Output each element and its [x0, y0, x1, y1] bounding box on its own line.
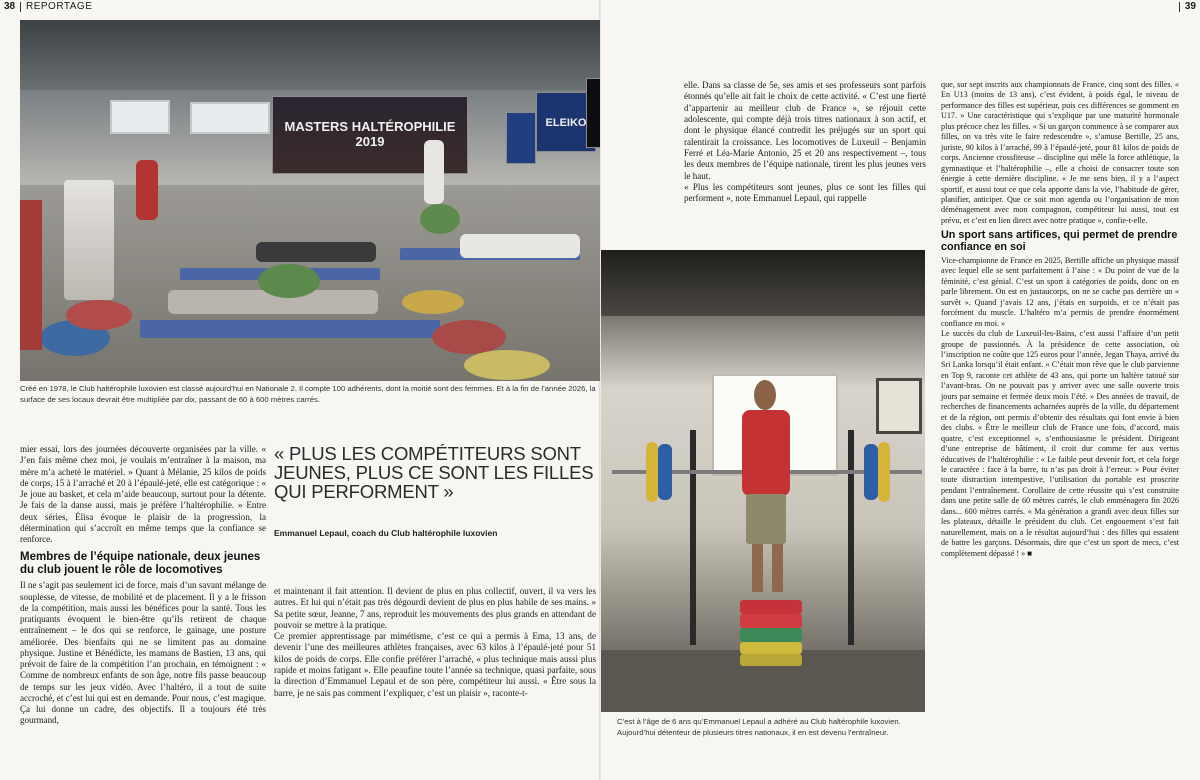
bumper-plate	[646, 442, 658, 502]
subheading: Membres de l’équipe nationale, deux jeunes du club jouent le rôle de locomotives	[20, 551, 261, 576]
ceiling	[20, 20, 600, 90]
article-column-2	[274, 586, 596, 699]
paragraph: elle. Dans sa classe de 5e, ses amis et ses professeurs sont parfois étonnés qu’elle ait fait le choix de cette activité. « C’est une fierté d’appartenir au meilleur club de France », se réjouit cette adolescente, qui compte déjà trois titres nationaux à son actif, et dont le physique élancé contredit les préjugés sur un sport qui ralentirait la croissance. Les locomotives de Luxeuil – Benjamin Ferré et Léa-Marie Antonio, 25 et 20 ans respectivement –, tous les deux membres de l’équipe nationale, tirent les plus jeunes vers le haut.	[684, 80, 926, 181]
rack-post	[848, 430, 854, 645]
exercise-mat	[140, 320, 440, 338]
plate-rack	[64, 180, 114, 300]
window	[190, 102, 270, 134]
coach-leg	[752, 544, 763, 592]
athlete-standing	[424, 140, 444, 204]
article-column-4	[941, 80, 1179, 559]
blue-banner	[506, 112, 536, 164]
masters-banner: MASTERS HALTÉROPHILIE 2019	[272, 96, 468, 174]
paragraph: mier essai, lors des journées découverte organisées par la ville. « J’en fais même chez moi, je voulais m’entraîner à la maison, ma mère m’a acheté le matériel. » Quant à Mélanie, 25 kilos de poids de corps, 15 à l’arraché et 20 à l’épaulé-jeté, elle est catégorique : « Je joue au basket, et cela m’aide beaucoup, surtout pour la détente. Je fais de la danse aussi, mais je préfère l’haltérophilie. » Entre deux séries, Élisa évoque le plaisir de la progression, la détermination qui s’accroît en même temps que la confiance se renforce.	[20, 444, 266, 544]
weight-plate	[258, 264, 320, 298]
bumper-plate	[878, 442, 890, 502]
article-column-3	[684, 80, 926, 205]
window	[110, 100, 170, 134]
coach-shirt	[742, 410, 790, 496]
plate-stack	[740, 614, 802, 628]
paragraph: que, sur sept inscrits aux championnats de France, cinq sont des filles. « En U13 (moins de 13 ans), c’est évident, à poids égal, le niveau de performance des filles est supérieur, puis ces différences se gomment en U17. » Une caractéristique qui s’explique par une maturité hormonale plus précoce chez les filles. « Si un garçon commence à se comparer aux filles, on va très vite le faire redescendre », s’amuse Bertille, 25 ans, juriste, 90 kilos à l’arraché, 99 à l’épaulé-jeté, pour 81 kilos de poids de corps. Ancienne crossfiteuse – discipline qui mêle la force athlétique, la gymnastique et l’haltérophilie –, elle a choisi de consacrer toute son énergie à cette dernière discipline. « Je me sens bien, il y a l’aspect sportif, et aussi tout ce que cela apporte dans la vie, l’habitude de gérer, planifier, anticiper. Que ce soit mon agenda ou l’organisation de mon déménagement avec mon compagnon, compétiteur lui aussi, tout est prévu, et c’est en lien direct avec notre pratique », confie-t-elle.	[941, 80, 1179, 225]
plate-stack	[740, 642, 802, 654]
athlete-standing	[136, 160, 158, 220]
coach-head	[754, 380, 776, 410]
weight-plate	[420, 204, 460, 234]
gym-photo	[20, 20, 600, 381]
article-column-1	[20, 444, 266, 727]
bumper-plate	[864, 444, 878, 500]
header-separator-right	[1179, 2, 1180, 12]
wall-frame	[876, 378, 922, 434]
paragraph: Il ne s’agit pas seulement ici de force, mais d’un savant mélange de souplesse, de vitesse, de mobilité et de placement. Il y a le frisson de la compétition, mais aussi les bénéfices pour la santé. Tous les pratiquants évoquent le bien-être qu’ils retirent de chaque entraînement – le dos qui se renforce, le gainage, une posture améliorée. Des bienfaits qui ne se limitent pas au domaine physique. Justine et Bénédicte, les mamans de Bastien, 13 ans, qui prévoit de faire de la compétition l’an prochain, en témoignent : « Comme de nombreux enfants de son âge, notre fils passe beaucoup de temps sur les jeux vidéo. Avec l’haltéro, il a tout de suite accroché, et c’est lui qui est en demande. Pour nous, c’est magique. Ça lui donne un cadre, des objectifs. Il a toujours été très gourmand,	[20, 580, 266, 726]
section-label: REPORTAGE	[26, 1, 93, 12]
ceiling	[601, 250, 925, 316]
paragraph: et maintenant il fait attention. Il devient de plus en plus collectif, ouvert, il va vers les autres. Et lui qui n’était pas très dégourdi devient de plus en plus habile de ses mains. » Sa petite sœur, Jeanne, 7 ans, reproduit les mouvements des plus grands en attendant de pouvoir se mettre à la pratique.	[274, 586, 596, 630]
pull-quote-attribution: Emmanuel Lepaul, coach du Club haltérophile luxovien	[274, 528, 498, 538]
gym-photo-caption: Créé en 1978, le Club haltérophile luxovien est classé aujourd’hui en Nationale 2. Il compte 100 adhérents, dont la moitié sont des femmes. Et à la fin de l’année 2026, la surface de ses locaux devrait être multipliée par dix, passant de 60 à 600 mètres carrés.	[20, 384, 596, 404]
athlete-plank	[460, 234, 580, 258]
paragraph: Ce premier apprentissage par mimétisme, c’est ce qui a permis à Ema, 13 ans, de devenir l’une des meilleures athlètes françaises, avec 63 kilos à l’épaulé-jeté pour 51 kilos de poids de corps. Elle confie préférer l’arraché, « plus technique mais aussi plus rapide et moins fatigant ». Elle peaufine toute l’année sa technique, quasi parfaite, sous la direction d’Emmanuel Lepaul et de son père, compétiteur lui aussi. « Être sous la barre, je ne sais pas comment l’expliquer, c’est un plaisir », raconte-t-	[274, 631, 596, 698]
page-number-left: 38	[4, 1, 16, 12]
subheading: Un sport sans artifices, qui permet de prendre confiance en soi	[941, 229, 1178, 254]
weight-plate	[432, 320, 506, 354]
paragraph: Le succès du club de Luxeuil-les-Bains, c’est aussi l’affaire d’un petit groupe de passionnés. À la présidence de cette association, où l’inscription ne coûte que 125 euros pour l’année, Jegan Thaya, arrivé du Sri Lanka lorsqu’il était enfant. « C’était mon rêve que le club parvienne en Top 9, raconte cet athlète de 43 ans, qui porte un haltère tatoué sur l’avant-bras. On ne pouvait pas y arriver avec une salle ouverte trois jours par semaine et fermée deux mois l’été. » Des années de travail, de recherches de financements acharnées auprès de la ville, du département et de la région, ont permis d’obtenir des résultats qui font envie à bien des clubs. « Être le meilleur club de France une fois, d’accord, mais quatre, c’est exceptionnel », s’enthousiasme le président. Dirigeant d’une entreprise de bâtiment, il croit dur comme fer aux vertus éducatives de l’haltérophilie : « Le faible peut devenir fort, et cela forge le caractère : face à la barre, tu n’as pas droit à l’erreur. » Pour éviter toute distraction intempestive, l’utilisation du portable est proscrite pendant l’entraînement. Corollaire de cette réussite qui s’est construite dans une petite salle de 60 mètres carrés, le club emménagera fin 2026 dans... 600 mètres carrés. « Ma génération a grandi avec deux filles sur les plateaux, détaille le président du club. Cet engouement s’est fait naturellement, mais on a le résultat aujourd’hui : des filles qui essaient de battre les garçons. Désormais, dire que c’est un sport de mecs, c’est complètement dépassé ! » ■	[941, 329, 1179, 558]
plate-stack	[740, 628, 802, 642]
plate-stack	[740, 654, 802, 666]
eleiko-banner: ELEIKO	[536, 92, 596, 152]
weight-plate	[66, 300, 132, 330]
athlete-plank	[256, 242, 376, 262]
pull-quote: « PLUS LES COMPÉTITEURS SONT JEUNES, PLUS CE SONT LES FILLES QUI PERFORMENT »	[274, 443, 594, 502]
page-number-right: 39	[1184, 1, 1196, 12]
plate-stack	[740, 600, 802, 614]
black-banner	[586, 78, 600, 148]
coach-shorts	[746, 494, 786, 544]
bumper-plate	[658, 444, 672, 500]
paragraph: « Plus les compétiteurs sont jeunes, plus ce sont les filles qui performent », note Emmanuel Lepaul, qui rappelle	[684, 182, 926, 204]
weight-plate	[402, 290, 464, 314]
portrait-photo-caption: C’est à l’âge de 6 ans qu’Emmanuel Lepaul a adhéré au Club haltérophile luxovien. Aujourd’hui détenteur de plusieurs titres nationaux, il en est devenu l’entraîneur.	[617, 717, 901, 737]
header-separator	[20, 2, 21, 12]
plate-stack	[20, 200, 42, 350]
weight-plate	[464, 350, 550, 380]
coach-leg	[772, 544, 783, 592]
rack-post	[690, 430, 696, 645]
paragraph: Vice-championne de France en 2025, Bertille affiche un physique massif avec lequel elle se sent parfaitement à l’aise : « Du point de vue de la féminité, c’est génial. C’est un sport à catégories de poids, donc on en parle librement. On est en justaucorps, on ne se cache pas derrière un « survêt ». Quand j’avais 12 ans, j’étais en surpoids, et ce n’était pas forcément du muscle. L’haltéro m’a permis de prendre énormément confiance en moi. »	[941, 255, 1179, 328]
